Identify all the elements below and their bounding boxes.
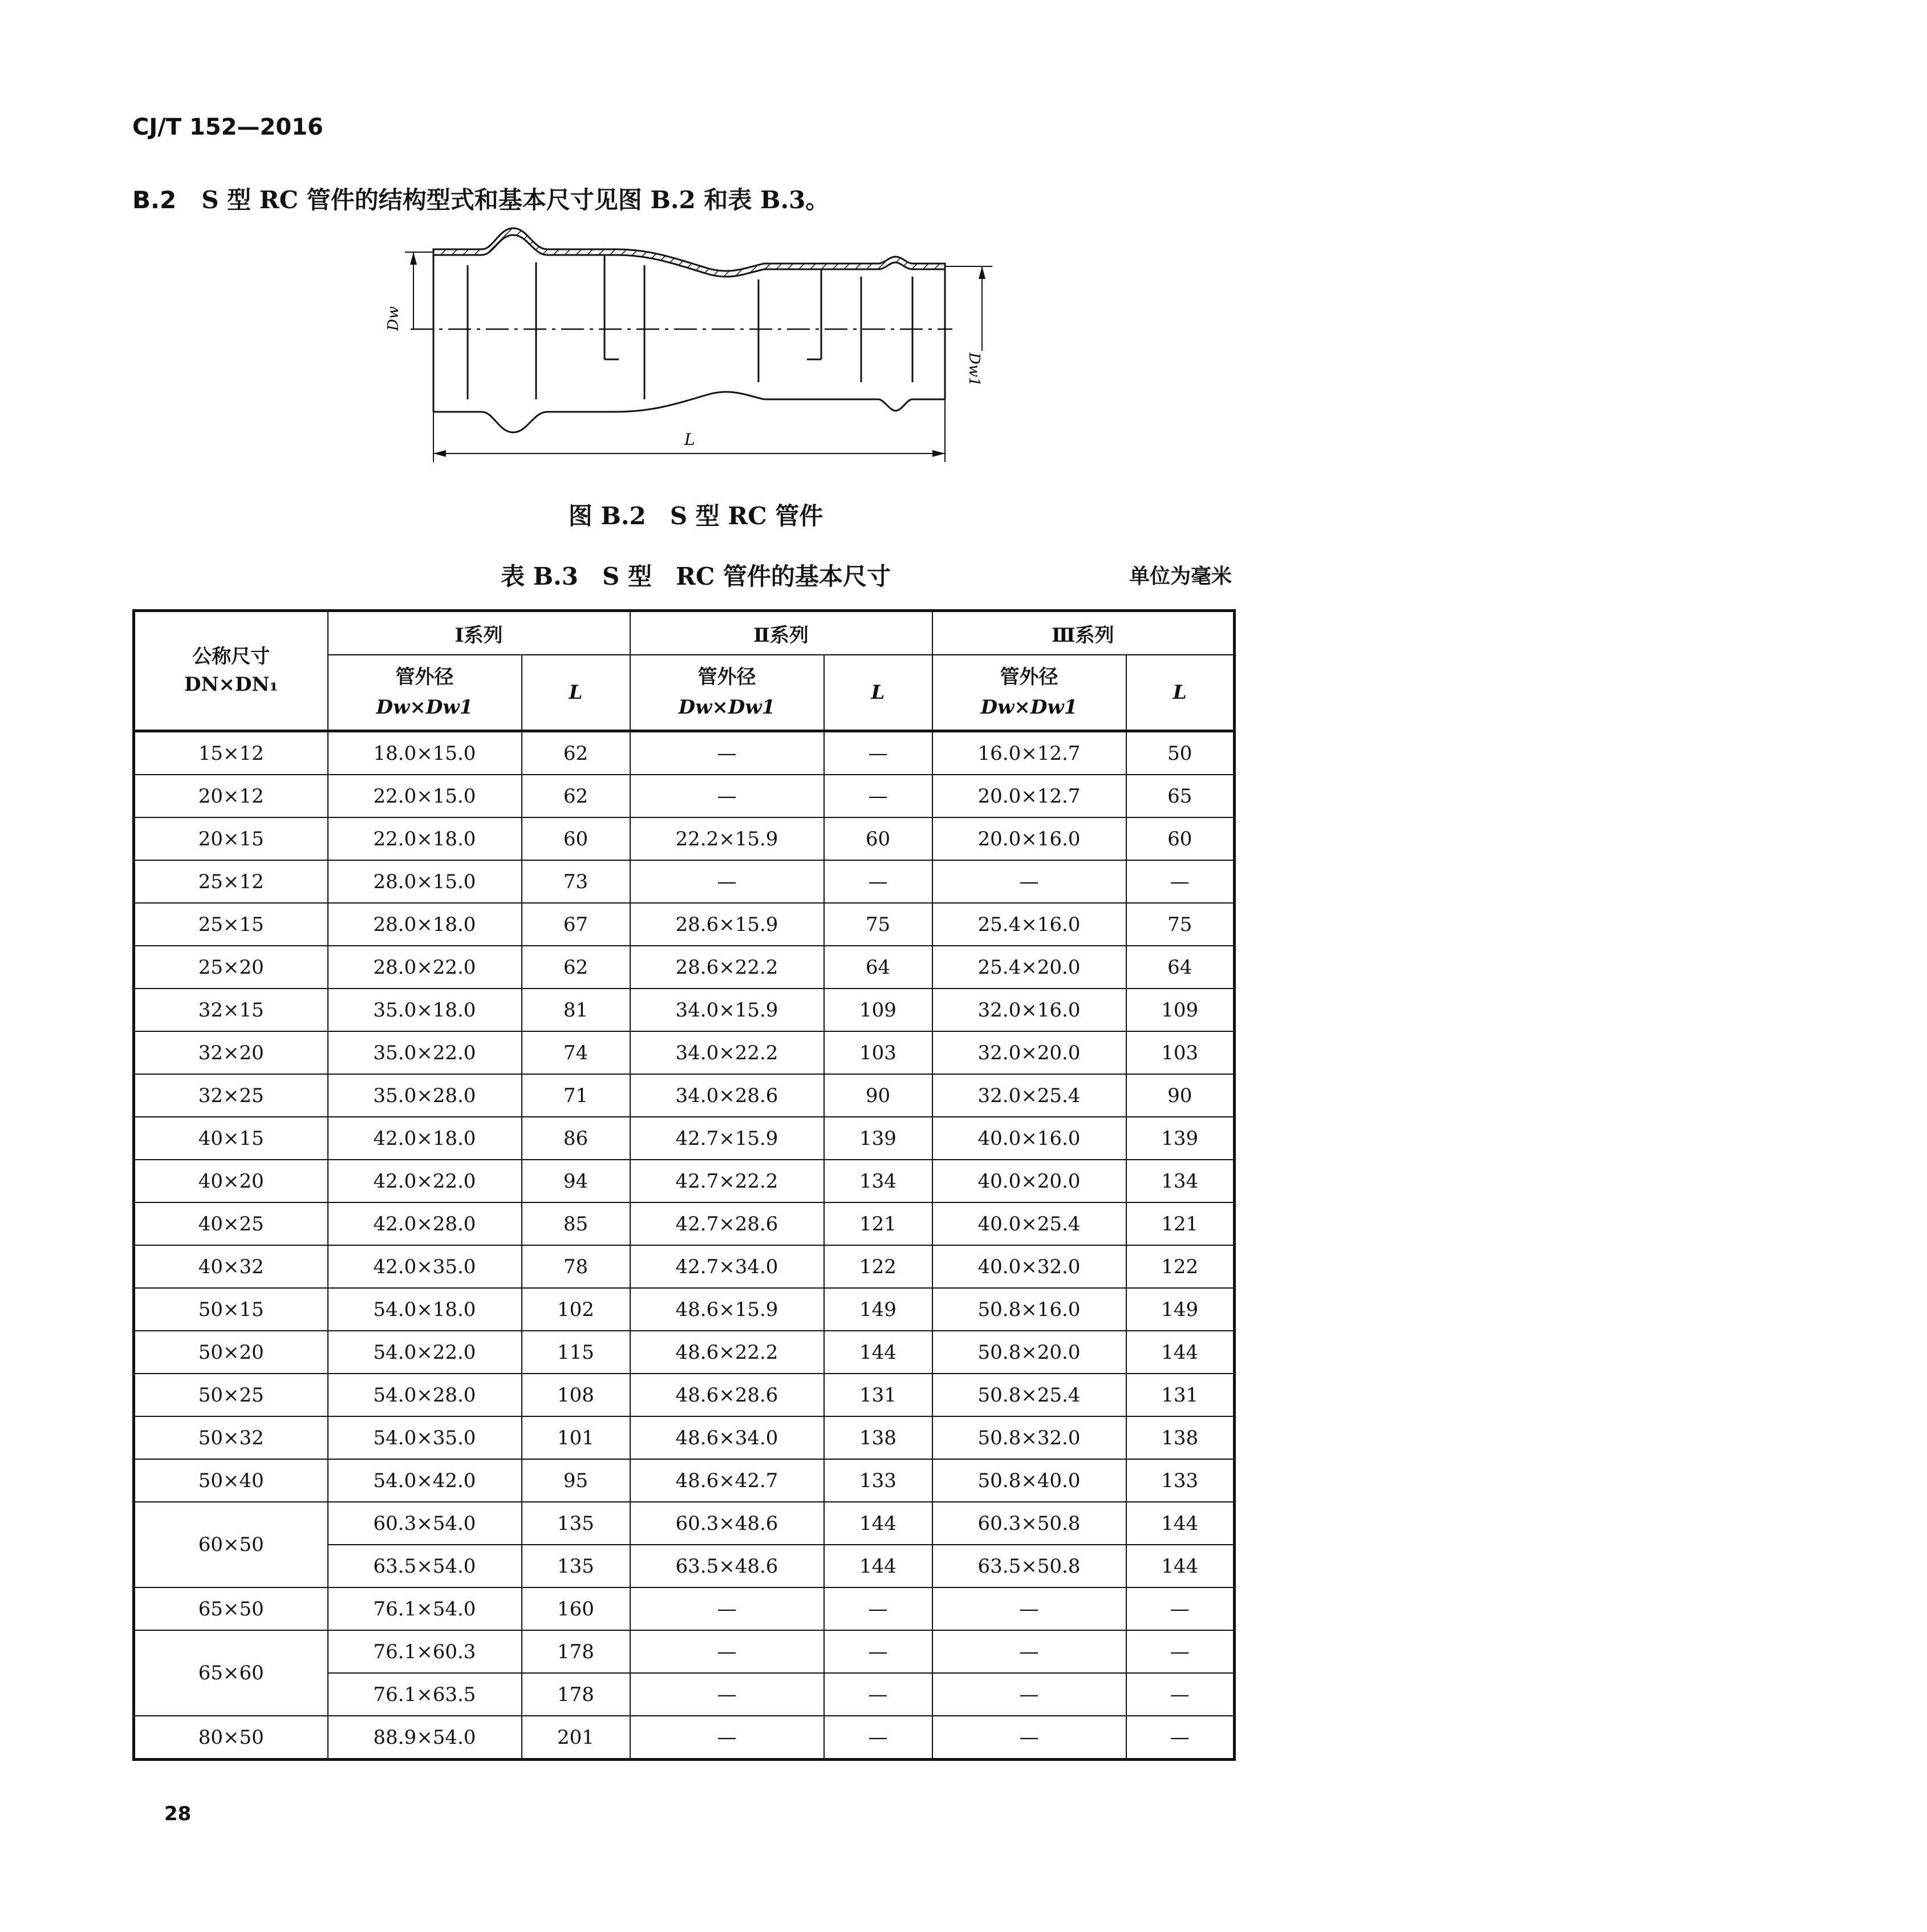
table-row: 40×32 42.0×35.0 78 42.7×34.0 122 40.0×32.0 122 (134, 1245, 1235, 1288)
series-3-header: Ⅲ系列 (932, 611, 1235, 655)
figure-caption: 图 B.2 S 型 RC 管件 (568, 502, 823, 530)
table-row: 50×40 54.0×42.0 95 48.6×42.7 133 50.8×40.0 133 (134, 1459, 1235, 1502)
table-row: 32×15 35.0×18.0 81 34.0×15.9 109 32.0×16.0 109 (134, 989, 1235, 1031)
table-row: 50×20 54.0×22.0 115 48.6×22.2 144 50.8×20.0 144 (134, 1331, 1235, 1374)
series-2-od-header: 管外径 Dw×Dw1 (630, 655, 824, 731)
unit-note: 单位为毫米 (1129, 564, 1232, 588)
table-row: 40×20 42.0×22.0 94 42.7×22.2 134 40.0×20.0 134 (134, 1160, 1235, 1202)
table-row: 40×15 42.0×18.0 86 42.7×15.9 139 40.0×16.0 139 (134, 1117, 1235, 1160)
table-row: 65×60 76.1×60.3 178 — — — — (134, 1630, 1235, 1673)
nominal-size-header: 公称尺寸 DN×DN₁ (134, 611, 328, 731)
table-row: 25×20 28.0×22.0 62 28.6×22.2 64 25.4×20.0 64 (134, 946, 1235, 989)
l-label: L (684, 430, 695, 449)
pipe-top-wall (433, 228, 945, 277)
table-row: 80×50 88.9×54.0 201 — — — — (134, 1716, 1235, 1760)
table-caption: 表 B.3 S 型 RC 管件的基本尺寸 (501, 562, 891, 590)
series-3-od-header: 管外径 Dw×Dw1 (932, 655, 1126, 731)
series-2-header: Ⅱ系列 (630, 611, 932, 655)
series-3-l-header: L (1126, 655, 1235, 731)
table-row: 20×15 22.0×18.0 60 22.2×15.9 60 20.0×16.0 60 (134, 817, 1235, 860)
table-row: 32×20 35.0×22.0 74 34.0×22.2 103 32.0×20.0 103 (134, 1031, 1235, 1074)
section-number: B.2 (132, 186, 177, 214)
table-row: 60×50 60.3×54.0 135 60.3×48.6 144 60.3×50.8 144 (134, 1502, 1235, 1545)
s-type-rc-fitting-diagram (376, 217, 1015, 473)
dw-label: Dw (385, 306, 402, 331)
series-1-header: Ⅰ系列 (328, 611, 630, 655)
dimension-table (132, 609, 1236, 1761)
table-row: 76.1×63.5 178 — — — — (134, 1673, 1235, 1716)
series-2-l-header: L (824, 655, 932, 731)
table-row: 25×12 28.0×15.0 73 — — — — (134, 860, 1235, 903)
table-row: 40×25 42.0×28.0 85 42.7×28.6 121 40.0×25.4 121 (134, 1202, 1235, 1245)
table-row: 20×12 22.0×15.0 62 — — 20.0×12.7 65 (134, 775, 1235, 817)
table-row: 15×12 18.0×15.0 62 — — 16.0×12.7 50 (134, 731, 1235, 775)
table-row: 65×50 76.1×54.0 160 — — — — (134, 1587, 1235, 1630)
series-1-l-header: L (522, 655, 630, 731)
series-1-od-header: 管外径 Dw×Dw1 (328, 655, 522, 731)
table-row: 50×32 54.0×35.0 101 48.6×34.0 138 50.8×32.0 138 (134, 1416, 1235, 1459)
table-row: 50×15 54.0×18.0 102 48.6×15.9 149 50.8×16.0 149 (134, 1288, 1235, 1331)
dw1-label: Dw1 (965, 353, 983, 387)
pipe-bottom-outline (433, 392, 945, 432)
table-row: 32×25 35.0×28.0 71 34.0×28.6 90 32.0×25.4 90 (134, 1074, 1235, 1117)
intro-text: S 型 RC 管件的结构型式和基本尺寸见图 B.2 和表 B.3。 (201, 186, 830, 214)
table-row: 63.5×54.0 135 63.5×48.6 144 63.5×50.8 144 (134, 1545, 1235, 1587)
table-row: 25×15 28.0×18.0 67 28.6×15.9 75 25.4×16.0 75 (134, 903, 1235, 946)
intro-paragraph (132, 181, 829, 216)
page-number: 28 (164, 1803, 192, 1825)
table-row: 50×25 54.0×28.0 108 48.6×28.6 131 50.8×25.4 131 (134, 1374, 1235, 1416)
standard-code: CJ/T 152—2016 (132, 114, 323, 140)
